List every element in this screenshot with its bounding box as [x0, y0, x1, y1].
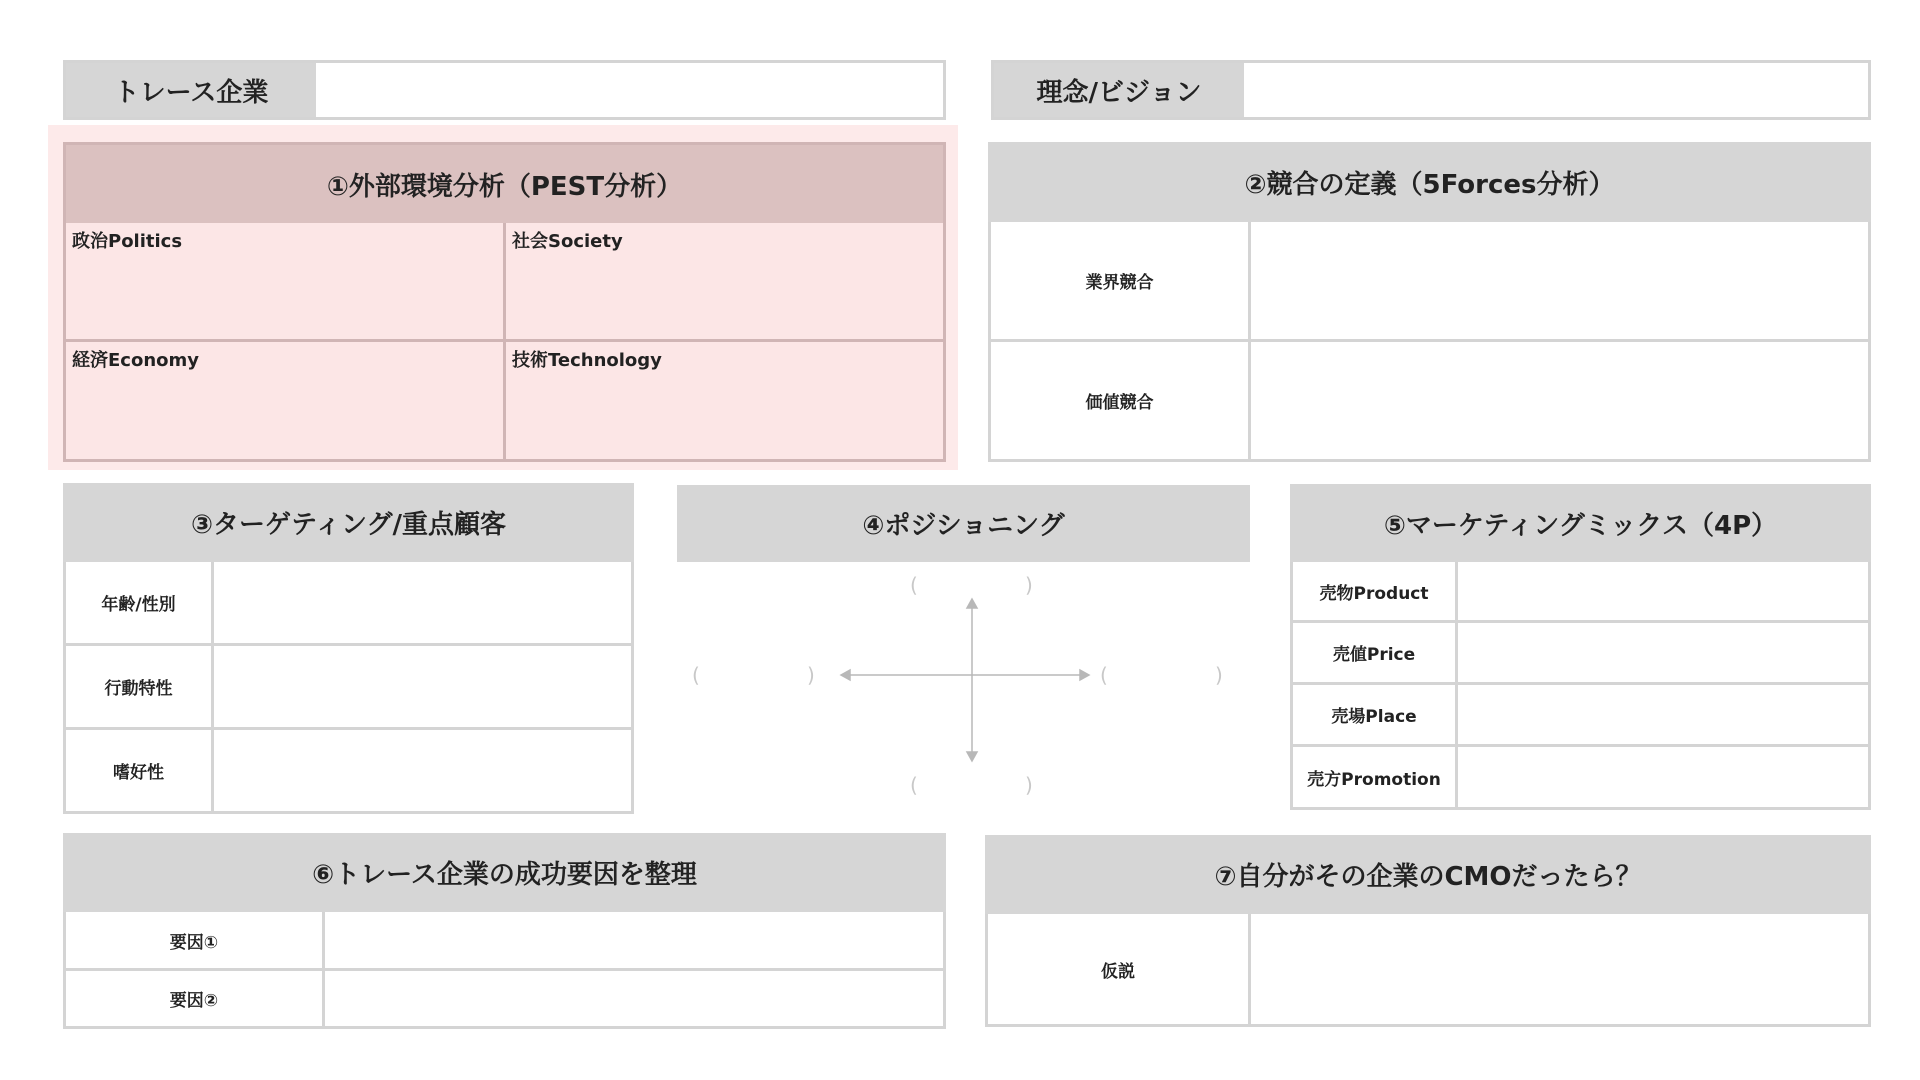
success-title: ⑥トレース企業の成功要因を整理	[63, 833, 946, 912]
mix-row-label: 売場Place	[1331, 707, 1417, 727]
success-row-value[interactable]	[325, 971, 943, 1026]
targeting-row-value[interactable]	[214, 562, 631, 643]
positioning-axes	[835, 595, 1095, 765]
positioning-left-close: )	[807, 663, 815, 687]
cmo-row-value[interactable]	[1251, 914, 1868, 1024]
positioning-top-open: (	[910, 573, 918, 597]
positioning-bottom-open: (	[910, 773, 918, 797]
positioning-right-close: )	[1215, 663, 1223, 687]
forces-row-label: 価値競合	[1085, 393, 1154, 413]
success-row-label: 要因①	[169, 932, 219, 953]
forces-row-value[interactable]	[1251, 342, 1868, 459]
success-row-label: 要因②	[169, 991, 219, 1011]
mix-row-value[interactable]	[1458, 623, 1868, 682]
trace-company-label: トレース企業	[66, 63, 316, 117]
cmo-title: ⑦自分がその企業のCMOだったら？	[985, 835, 1871, 914]
positioning-left-open: (	[692, 663, 700, 687]
targeting-row-label: 行動特性	[104, 679, 173, 699]
forces-title: ②競合の定義（5Forces分析）	[988, 142, 1871, 222]
vision-label: 理念/ビジョン	[994, 63, 1244, 117]
pest-economy[interactable]: 経済Economy	[72, 350, 200, 371]
success-row-value[interactable]	[325, 912, 943, 968]
positioning-right-open: (	[1100, 663, 1108, 687]
mix-row-label: 売値Price	[1332, 645, 1416, 665]
mix-row-value[interactable]	[1458, 562, 1868, 620]
mix-title: ⑤マーケティングミックス（4P）	[1290, 484, 1871, 562]
vision-input[interactable]	[1244, 63, 1868, 117]
mix-row-value[interactable]	[1458, 747, 1868, 807]
positioning-title: ④ポジショニング	[677, 485, 1250, 562]
positioning-bottom-close: )	[1025, 773, 1033, 797]
pest-technology[interactable]: 技術Technology	[512, 350, 662, 371]
pest-society[interactable]: 社会Society	[512, 231, 623, 252]
targeting-row-value[interactable]	[214, 730, 631, 811]
positioning-top-close: )	[1025, 573, 1033, 597]
pest-politics[interactable]: 政治Politics	[72, 231, 183, 252]
forces-row-value[interactable]	[1251, 222, 1868, 339]
cmo-row-label: 仮説	[1101, 961, 1135, 982]
targeting-title: ③ターゲティング/重点顧客	[63, 483, 634, 562]
targeting-row-value[interactable]	[214, 646, 631, 727]
mix-row-label: 売物Product	[1319, 583, 1429, 604]
pest-title: ①外部環境分析（PEST分析）	[66, 145, 943, 223]
mix-row-label: 売方Promotion	[1307, 769, 1441, 790]
forces-row-label: 業界競合	[1085, 273, 1154, 293]
mix-row-value[interactable]	[1458, 685, 1868, 744]
targeting-row-label: 年齢/性別	[101, 595, 176, 615]
trace-company-input[interactable]	[316, 63, 943, 117]
targeting-row-label: 嗜好性	[113, 763, 164, 783]
